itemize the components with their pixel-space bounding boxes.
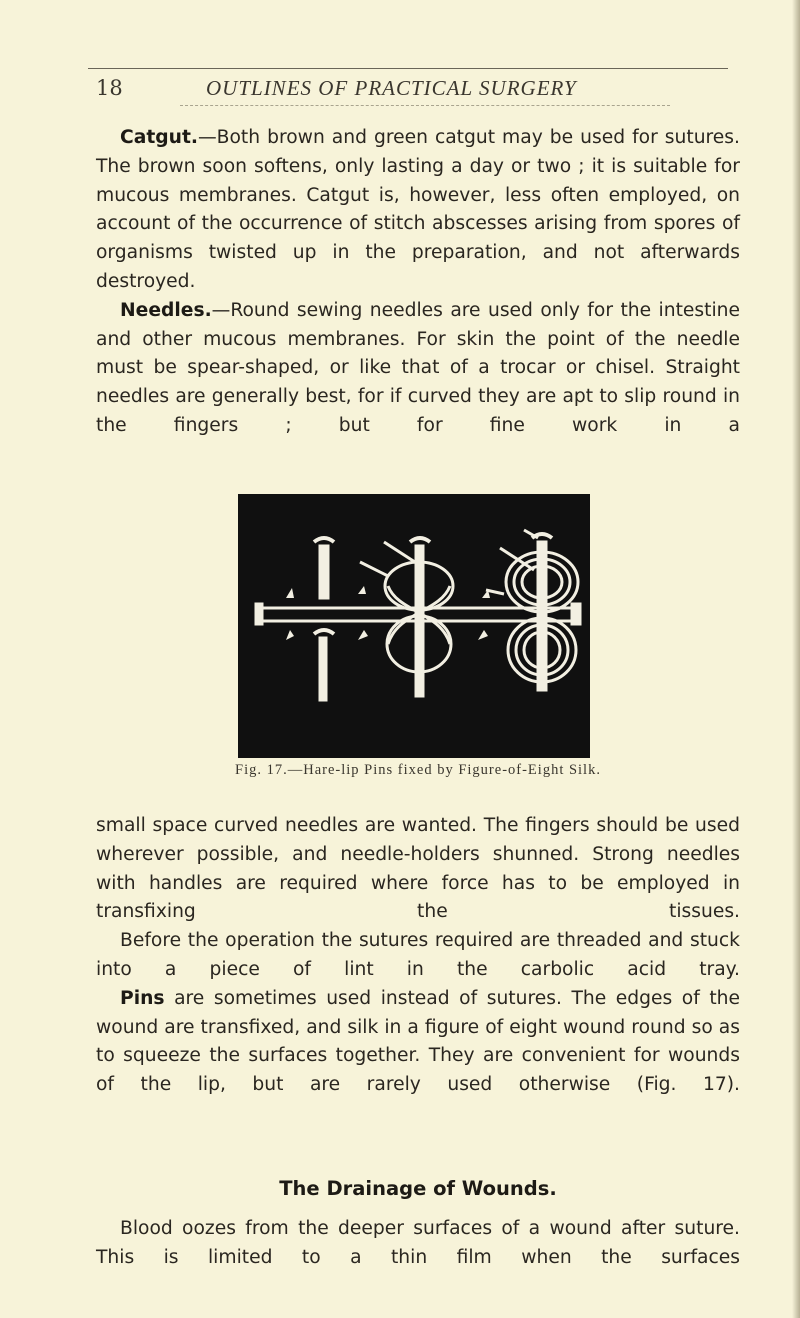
- paragraph-text: —Round sewing needles are used only for the intestine and other mucous membranes. For skin the point of the needle must be spear-shaped, or like that of a trocar or chisel. Straight needles are generally best, for if curved they are apt to slip round in the fingers ; but for fine work in a: [96, 299, 740, 436]
- paragraph-text: Blood oozes from the deeper surfaces of a wound after suture. This is limited to a thin film when the surfaces: [96, 1218, 740, 1268]
- figure-hare-lip-pins: [238, 494, 590, 758]
- body-text-middle: [96, 812, 740, 1100]
- paragraph-blood-oozes: [96, 1215, 740, 1273]
- body-text-bottom: [96, 1215, 740, 1273]
- page-edge-shadow: [792, 0, 800, 1318]
- header-rule: [88, 68, 728, 69]
- paragraph-needles: [96, 297, 740, 441]
- paragraph-text: Before the operation the sutures required are threaded and stuck into a piece of lint in the carbolic acid tray.: [96, 930, 740, 980]
- figure-caption: Fig. 17.—Hare-lip Pins fixed by Figure-of-Eight Silk.: [235, 762, 601, 778]
- paragraph-text: —Both brown and green catgut may be used for sutures. The brown soon softens, only lasting a day or two ; it is suitable for mucous membranes. Catgut is, however, less often employed, on account of the occurrence of stitch abscesses arising from spores of organisms twisted up in the preparation, and not afterwards destroyed.: [96, 127, 740, 292]
- paragraph-catgut: [96, 124, 740, 297]
- run-in-heading-catgut: Catgut.: [120, 127, 198, 148]
- paragraph-pins: [96, 985, 740, 1100]
- paragraph-before-operation: [96, 927, 740, 985]
- body-text-top: [96, 124, 740, 441]
- running-title: OUTLINES OF PRACTICAL SURGERY: [206, 76, 577, 100]
- paragraph-text: are sometimes used instead of sutures. The edges of the wound are transfixed, and silk in a figure of eight wound round so as to squeeze the surfaces together. They are convenient for wounds of the lip, but are rarely used otherwise (Fig. 17).: [96, 987, 740, 1096]
- paragraph-text: small space curved needles are wanted. The fingers should be used wherever possible, and needle-holders shunned. Strong needles with handles are required where force has to be employed in transfixing the tissues.: [96, 815, 740, 923]
- section-heading: The Drainage of Wounds.: [279, 1177, 557, 1200]
- hare-lip-pins-illustration: [238, 494, 590, 758]
- run-in-heading-pins: Pins: [120, 987, 165, 1009]
- paragraph-needles-continued: [96, 812, 740, 927]
- page-number: 18: [96, 76, 123, 100]
- run-in-heading-needles: Needles.: [120, 299, 212, 321]
- header-underline: [180, 105, 670, 106]
